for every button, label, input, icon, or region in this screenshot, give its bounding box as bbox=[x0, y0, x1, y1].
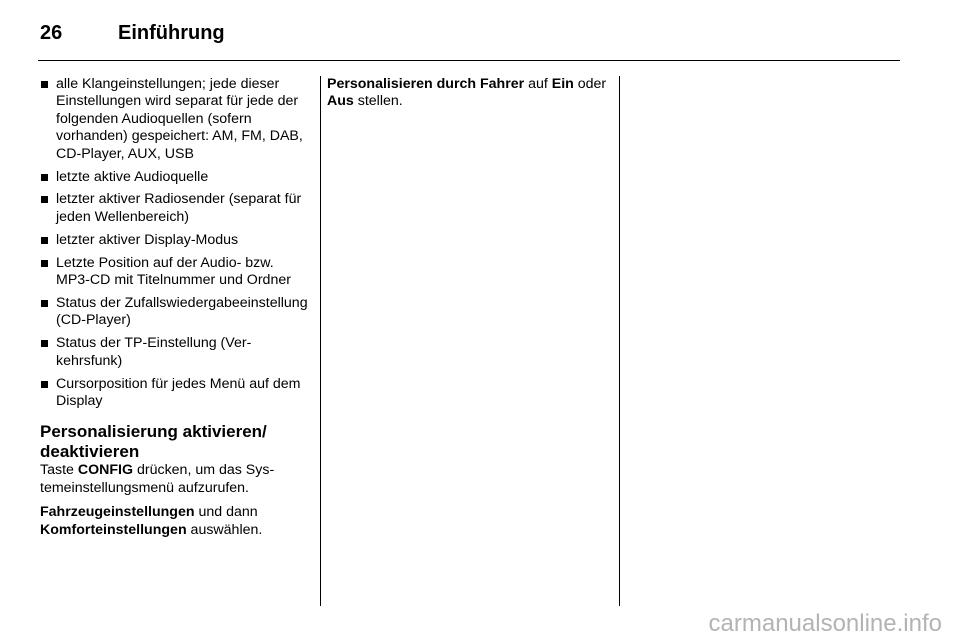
option-label: Aus bbox=[327, 93, 354, 110]
list-item bbox=[40, 169, 308, 186]
list-item-text: Letzte Position auf der Audio- bzw. MP3-CD mit Titelnummer und Ordner bbox=[56, 254, 291, 289]
list-item-text: alle Klangeinstellungen; jede dieser Einstellungen wird separat für jede der folgenden Audioquellen (sofern vorhanden) gespeichert: AM, FM, DAB, CD-Player, AUX, USB bbox=[56, 76, 303, 162]
list-item-text: letzte aktive Audioquelle bbox=[56, 168, 209, 185]
list-item bbox=[40, 376, 308, 411]
text-middle: oder bbox=[573, 76, 607, 92]
bullet-list bbox=[40, 76, 308, 410]
page-number: 26 bbox=[40, 21, 63, 44]
instruction-paragraph bbox=[40, 462, 308, 497]
page-header bbox=[40, 18, 225, 48]
menu-item-label: Fahrzeugeinstellungen bbox=[40, 504, 195, 521]
list-item-text: Status der TP-Einstellung (Verkehrsfunk) bbox=[56, 335, 252, 369]
square-bullet-icon bbox=[41, 340, 48, 347]
square-bullet-icon bbox=[41, 174, 48, 181]
menu-item-label: Personalisieren durch Fahrer bbox=[327, 76, 525, 92]
text-suffix: auswählen. bbox=[186, 521, 263, 538]
list-item bbox=[40, 191, 308, 226]
instruction-paragraph bbox=[40, 504, 308, 539]
list-item-text: letzter aktiver Display-Modus bbox=[56, 231, 239, 248]
option-label: Ein bbox=[551, 76, 574, 92]
column-divider bbox=[320, 76, 321, 606]
menu-item-label: Komforteinstellungen bbox=[40, 521, 187, 538]
text-middle: auf bbox=[524, 76, 552, 92]
text-suffix: drücken, um das Systemeinstellungsmenü aufzurufen. bbox=[40, 462, 275, 496]
instruction-paragraph bbox=[327, 76, 607, 111]
text-suffix: stellen. bbox=[353, 93, 403, 110]
list-item bbox=[40, 255, 308, 290]
square-bullet-icon bbox=[41, 300, 48, 307]
config-key-label: CONFIG bbox=[77, 462, 134, 479]
watermark: carmanualsonline.info bbox=[708, 610, 942, 637]
square-bullet-icon bbox=[41, 196, 48, 203]
square-bullet-icon bbox=[41, 81, 48, 88]
square-bullet-icon bbox=[41, 260, 48, 267]
header-rule bbox=[38, 60, 900, 61]
list-item-text: letzter aktiver Radiosender (separat für jeden Wellenbereich) bbox=[56, 191, 302, 225]
text-middle: und dann bbox=[194, 504, 258, 521]
list-item bbox=[40, 76, 308, 163]
section-heading: Personalisierung aktivieren/ deaktivieren bbox=[40, 422, 267, 462]
chapter-title: Einführung bbox=[118, 21, 225, 44]
list-item bbox=[40, 335, 308, 370]
text-prefix: Taste bbox=[40, 462, 78, 479]
column-divider bbox=[619, 76, 620, 606]
list-item-text: Cursorposition für jedes Menü auf dem Display bbox=[56, 375, 301, 409]
square-bullet-icon bbox=[41, 237, 48, 244]
left-column bbox=[40, 76, 308, 546]
middle-column bbox=[327, 76, 607, 118]
list-item bbox=[40, 295, 308, 330]
list-item-text: Status der Zufallswiedergabeeinstellung (CD-Player) bbox=[56, 294, 308, 329]
list-item bbox=[40, 232, 308, 249]
square-bullet-icon bbox=[41, 381, 48, 388]
